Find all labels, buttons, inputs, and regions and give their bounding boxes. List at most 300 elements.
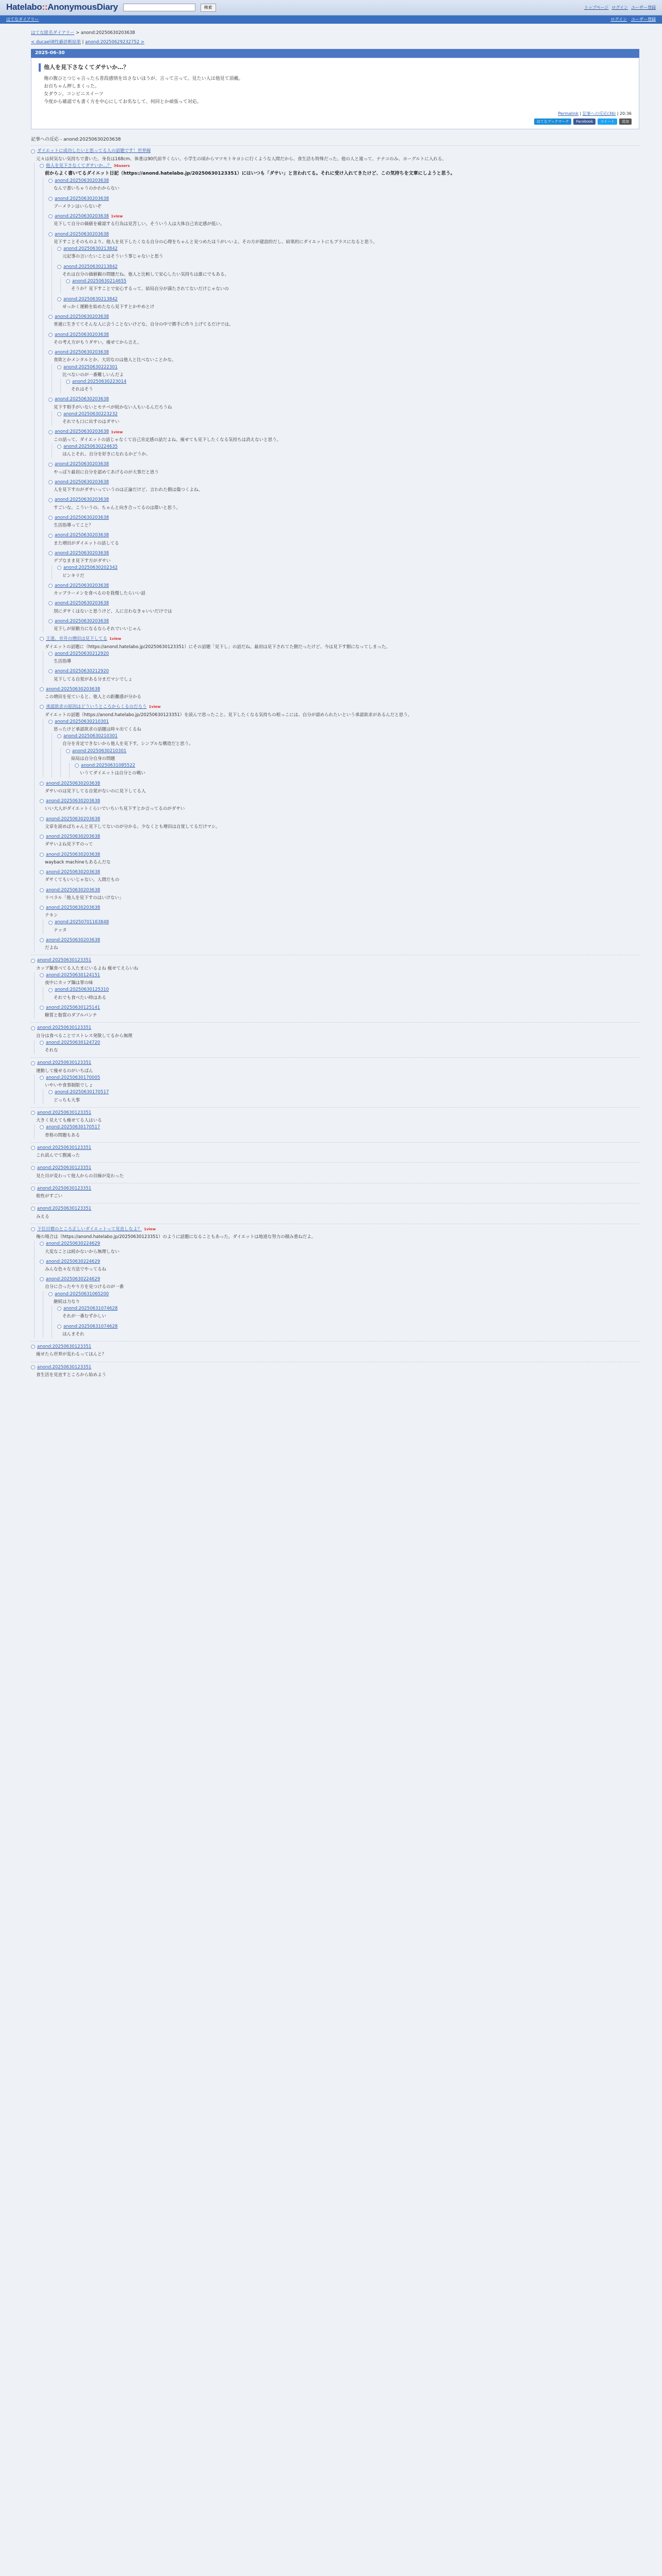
reaction-body: 別にダサくはないと思うけど、人に言わなきゃいいだけでは [54, 608, 172, 614]
entry-body [39, 76, 632, 106]
reaction-body: やっぱり最初に自分を認めてあげるのが大事だと思う [54, 469, 159, 475]
reaction-tree [31, 145, 639, 1379]
bookmark-icon[interactable] [57, 412, 61, 416]
reaction-link[interactable]: anond:20250630203638 [55, 350, 109, 355]
reaction-link[interactable]: anond:20250630214655 [72, 279, 127, 284]
reaction-link[interactable]: anond:20250630203638 [55, 601, 109, 606]
reaction-body: 継続は力なり [54, 1299, 80, 1304]
reaction-item [57, 364, 639, 394]
reaction-head [31, 957, 639, 963]
reaction-link[interactable]: anond:20250631085522 [81, 763, 136, 769]
reaction-link[interactable]: anond:20250630203638 [55, 515, 109, 520]
reaction-item [40, 1124, 639, 1139]
reaction-item [40, 937, 639, 952]
bookmark-icon[interactable] [48, 430, 53, 434]
header-link-register[interactable]: ユーザー登録 [631, 5, 656, 10]
reaction-head [40, 781, 639, 787]
reaction-link[interactable]: anond:20250631074628 [63, 1306, 118, 1312]
bookmark-icon[interactable] [57, 445, 61, 449]
breadcrumb-root[interactable]: はてな匿名ダイアリー [31, 30, 75, 36]
reaction-head [40, 636, 639, 642]
reaction-link[interactable]: anond:20250630123351 [37, 1185, 92, 1191]
hatena-bookmark-button[interactable]: はてなブックマーク [534, 118, 572, 125]
reaction-link[interactable]: anond:20250630203638 [55, 214, 109, 219]
bookmark-icon[interactable] [48, 398, 53, 402]
reaction-head [31, 148, 639, 154]
reaction-link[interactable]: anond:20250630123351 [37, 1344, 92, 1350]
reaction-link[interactable]: anond:20250630203638 [55, 429, 109, 435]
reaction-head [66, 379, 639, 385]
bookmark-icon[interactable] [57, 247, 61, 251]
reaction-link[interactable]: anond:20250630202342 [63, 565, 118, 571]
reaction-link[interactable]: anond:20250630170517 [55, 1090, 109, 1095]
reaction-item [48, 231, 639, 311]
reaction-body: 大変なことは続かないから無理しない [45, 1249, 120, 1255]
reaction-body: 見下すことそのものより、他人を見下したくなる自分の心理をちゃんと見つめたほうがいいよ。その方が建設的だし、結果的にダイエットにもプラスになると思う。 [54, 239, 378, 245]
reaction-body: ナッタ [54, 927, 67, 933]
header-links [584, 5, 656, 11]
reaction-link[interactable]: anond:20250630124151 [46, 972, 101, 978]
permalink-link[interactable]: Permalink [558, 111, 578, 116]
bookmark-icon[interactable] [40, 835, 44, 839]
reaction-item [48, 618, 639, 633]
subbar-home-link[interactable]: はてなダイアリー [6, 17, 39, 22]
reaction-head [48, 1089, 639, 1095]
bookmark-icon[interactable] [48, 179, 53, 183]
reaction-head [40, 834, 639, 840]
reaction-head [57, 1324, 639, 1330]
reaction-link[interactable]: anond:20250630203638 [55, 533, 109, 538]
share-buttons [39, 118, 632, 125]
bookmark-icon[interactable] [40, 1041, 44, 1045]
date-header: 2025-06-30 [31, 49, 639, 58]
bookmark-icon[interactable] [31, 1061, 35, 1065]
bookmark-icon[interactable] [48, 988, 53, 992]
bookmark-icon[interactable] [31, 1187, 35, 1191]
reaction-link[interactable]: anond:20250630203638 [46, 852, 101, 857]
reaction-head [48, 668, 639, 674]
bookmark-icon[interactable] [40, 1277, 44, 1281]
reaction-link[interactable]: anond:20250630125141 [46, 1005, 101, 1010]
reaction-link[interactable]: anond:20250630203638 [55, 583, 109, 588]
reaction-children [60, 278, 639, 293]
tweet-button[interactable]: ツイート [598, 118, 617, 125]
reaction-item [31, 1142, 639, 1159]
bookmark-icon[interactable] [31, 1111, 35, 1115]
reaction-body: 比べないのが一番難しいんだよ [62, 372, 124, 378]
reaction-head [57, 565, 639, 571]
reaction-item [31, 1162, 639, 1179]
bookmark-icon[interactable] [31, 1227, 35, 1231]
reaction-head [48, 349, 639, 355]
reaction-body: その考え方がもうダサい。痩せてから言え。 [54, 340, 142, 345]
bookmark-icon[interactable] [57, 734, 61, 738]
reaction-link[interactable]: anond:20250630123351 [37, 1165, 92, 1171]
logo-sub: AnonymousDiary [47, 2, 118, 12]
reaction-head [40, 869, 639, 875]
reaction-link[interactable]: anond:20250630123351 [37, 1206, 92, 1212]
bookmark-icon[interactable] [48, 463, 53, 467]
reaction-link[interactable]: anond:20250630203638 [46, 937, 101, 943]
bookmark-icon[interactable] [31, 1365, 35, 1369]
reaction-head [48, 461, 639, 467]
reaction-item [40, 704, 639, 777]
reaction-link[interactable]: anond:20250630125310 [55, 987, 109, 993]
reaction-item [66, 748, 639, 777]
reaction-item [40, 798, 639, 812]
reactions-header: 記事への反応 - anond:20250630203638 [31, 137, 121, 143]
reaction-link[interactable]: anond:20250630123351 [37, 1025, 92, 1031]
entry-paragraph: 今度から確認でも書く方を中心にしてお名なして、何回とか頑張って対応。 [44, 99, 202, 105]
reaction-head [31, 1206, 639, 1212]
reaction-link[interactable]: anond:20250630203638 [55, 332, 109, 337]
bookmark-icon[interactable] [57, 1307, 61, 1311]
bookmark-icon[interactable] [40, 1260, 44, 1264]
reaction-link[interactable]: anond:20250630203638 [46, 870, 101, 875]
bookmark-icon[interactable] [48, 669, 53, 673]
subbar-login-link[interactable]: ログイン [610, 17, 627, 22]
reaction-body: ダサいよね見下すのって [45, 842, 93, 848]
bookmark-icon[interactable] [48, 1090, 53, 1094]
add-button[interactable]: 追加 [619, 118, 632, 125]
bookmark-icon[interactable] [57, 365, 61, 369]
bookmark-icon[interactable] [57, 297, 61, 301]
bookmark-icon[interactable] [48, 1292, 53, 1296]
reaction-item [31, 1057, 639, 1104]
reaction-item [57, 565, 639, 579]
bookmark-icon[interactable] [48, 232, 53, 236]
bookmark-icon[interactable] [48, 350, 53, 354]
reaction-link[interactable]: anond:20250630123351 [37, 1060, 92, 1066]
reaction-item [40, 1005, 639, 1019]
reaction-head [57, 444, 639, 450]
bookmark-icon[interactable] [40, 782, 44, 786]
reaction-link[interactable]: anond:20250631074628 [63, 1324, 118, 1329]
reaction-children [52, 364, 639, 394]
reaction-item [40, 887, 639, 902]
bookmark-icon[interactable] [40, 1242, 44, 1246]
reaction-item [40, 686, 639, 701]
reaction-head [57, 296, 639, 302]
reaction-item [48, 332, 639, 346]
bookmark-icon[interactable] [48, 601, 53, 605]
reaction-item [57, 733, 639, 777]
bookmark-icon[interactable] [48, 480, 53, 484]
bookmark-icon[interactable] [40, 817, 44, 821]
reaction-link[interactable]: anond:20250630123351 [37, 1364, 92, 1370]
site-logo[interactable] [6, 1, 118, 14]
reaction-head [40, 1241, 639, 1247]
reaction-item [66, 379, 639, 393]
reaction-children [34, 1241, 639, 1338]
bookmark-icon[interactable] [40, 853, 44, 857]
bookmark-icon[interactable] [40, 637, 44, 641]
reaction-link[interactable]: anond:20250630203638 [55, 397, 109, 402]
reaction-children [52, 246, 639, 311]
reaction-link[interactable]: anond:20250630210301 [72, 748, 127, 754]
reaction-link[interactable]: 他人を見下さなくてダサいか…？ [46, 163, 112, 168]
reactions-count-link[interactable]: 記事への反応(36) [582, 111, 616, 116]
bookmark-icon[interactable] [31, 149, 35, 154]
header-link-top[interactable]: トップページ [584, 5, 609, 10]
reaction-children [52, 444, 639, 458]
reaction-link[interactable]: anond:20250630203638 [46, 905, 101, 910]
reaction-link[interactable]: anond:20250630203638 [46, 887, 101, 893]
reaction-link[interactable]: anond:20250630203638 [55, 497, 109, 503]
reaction-link[interactable]: anond:20250630223232 [63, 411, 118, 417]
reaction-link[interactable]: anond:20250630210301 [63, 734, 118, 739]
reaction-link[interactable]: 王道、市井の増田は見下してる [46, 636, 108, 642]
reaction-link[interactable]: 承認欲求の原因はどういうところからくるのだろう [46, 704, 147, 710]
bookmark-icon[interactable] [48, 652, 53, 656]
reaction-head [48, 1291, 639, 1297]
reaction-body: ダサくてもいいじゃない。人間だもの [45, 877, 120, 883]
reaction-link[interactable]: anond:20250630170517 [46, 1125, 101, 1130]
reaction-link[interactable]: anond:20250630203638 [55, 314, 109, 320]
reaction-link[interactable]: anond:20250630203638 [55, 550, 109, 556]
reaction-item [48, 600, 639, 615]
reaction-head [57, 1306, 639, 1312]
bookmark-icon[interactable] [66, 279, 70, 283]
reaction-link[interactable]: anond:20250630203638 [55, 196, 109, 201]
bookmark-icon[interactable] [40, 870, 44, 874]
reaction-children [69, 762, 639, 777]
bookmark-icon[interactable] [48, 619, 53, 623]
bookmark-icon[interactable] [40, 1006, 44, 1010]
reaction-link[interactable]: anond:20250630213842 [63, 296, 118, 302]
next-entry-link[interactable]: anond:20250629232752 > [85, 40, 145, 45]
reaction-link[interactable]: anond:20250630123351 [37, 1145, 92, 1150]
reaction-item [31, 1203, 639, 1220]
reaction-body: カップ麺食べてる人たまにいるよね 痩せてえらいね [36, 965, 139, 971]
reaction-item [40, 1075, 639, 1104]
reaction-item [75, 762, 639, 777]
reaction-link[interactable]: anond:20250630203638 [55, 231, 109, 237]
bookmark-icon[interactable] [40, 1076, 44, 1080]
reaction-item [48, 213, 639, 228]
reaction-children [60, 379, 639, 393]
reaction-link[interactable]: 下位目標のところ正しいダイエットって見直しなよ？ [37, 1226, 142, 1232]
logo-main: Hatelabo [6, 2, 42, 12]
reaction-children [43, 919, 639, 934]
bookmark-icon[interactable] [66, 380, 70, 384]
reaction-body: いい大人がダイエットくらいでいちいち見下すとか言ってるのがダサい [45, 806, 185, 812]
reaction-link[interactable]: anond:20250630224629 [46, 1259, 101, 1264]
reaction-item [48, 515, 639, 529]
reaction-item [31, 145, 639, 952]
reaction-link[interactable]: anond:20250701163848 [55, 920, 109, 925]
reaction-body: 人を見下すのがダサいっていうのは正論だけど、言われた側は傷つくよね。 [54, 487, 203, 493]
reaction-item [48, 550, 639, 580]
reaction-body: 自分に合ったやり方を見つけるのが一番 [45, 1284, 124, 1290]
bookmark-icon[interactable] [40, 938, 44, 942]
reaction-head [66, 278, 639, 284]
reaction-head [48, 314, 639, 320]
reaction-body: 生活指導 [54, 659, 72, 665]
reaction-item [48, 178, 639, 192]
reaction-children [43, 178, 639, 633]
bookmark-icon[interactable] [31, 1345, 35, 1349]
reaction-head [40, 852, 639, 858]
reaction-link[interactable]: anond:20250630203638 [46, 781, 101, 786]
bookmark-icon[interactable] [31, 1166, 35, 1170]
reaction-item [48, 987, 639, 1001]
reaction-item [48, 196, 639, 210]
reaction-link[interactable]: ダイエットに成功したいと思ってる人の話題です！世界線 [37, 148, 151, 154]
bookmark-icon[interactable] [40, 906, 44, 910]
reaction-head [40, 798, 639, 804]
breadcrumb-separator: > [74, 30, 81, 36]
bookmark-icon[interactable] [57, 1325, 61, 1329]
reaction-body: ダイエットの話題（https://anond.hatelabo.jp/20250630123351）を読んで思ったこと。見下したくなる気持ちの根っこには、自分が認められたいという承認欲求があるんだと思う。 [45, 712, 412, 718]
bookmark-icon[interactable] [48, 197, 53, 201]
reaction-link[interactable]: anond:20250630203638 [46, 816, 101, 822]
bookmark-icon[interactable] [48, 921, 53, 925]
reaction-body: この増田を見ていると、他人との距離感が分かる [45, 694, 142, 700]
entry-paragraph: お百ちゃん押しまくった。 [44, 83, 100, 89]
bookmark-icon[interactable] [66, 749, 70, 753]
bookmark-icon[interactable] [31, 1026, 35, 1030]
bookmark-icon[interactable] [31, 1207, 35, 1211]
bookmark-icon[interactable] [48, 333, 53, 337]
bookmark-icon[interactable] [40, 888, 44, 892]
reaction-item [40, 834, 639, 848]
bookmark-icon[interactable] [31, 959, 35, 963]
reaction-link[interactable]: anond:20250630224635 [63, 444, 118, 449]
bookmark-icon[interactable] [48, 214, 53, 218]
prev-entry-link[interactable]: < ducaeli8性癖診断結果 [31, 40, 81, 45]
reaction-body: それでも口に出すのはダサい [62, 419, 120, 425]
reaction-body: それでも食べたい時はある [54, 995, 107, 1001]
reaction-link[interactable]: anond:20250630170005 [46, 1075, 101, 1080]
reaction-body: 痩せたら世界が変わるってほんと？ [36, 1352, 107, 1358]
reaction-head [40, 686, 639, 692]
reaction-item [57, 411, 639, 426]
reaction-head [40, 816, 639, 822]
bookmark-icon[interactable] [48, 551, 53, 555]
bookmark-icon[interactable] [40, 687, 44, 691]
reaction-head [40, 905, 639, 911]
reaction-head [40, 1276, 639, 1282]
reaction-link[interactable]: anond:20250630123351 [37, 958, 92, 963]
facebook-share-button[interactable]: Facebook [573, 118, 595, 125]
reaction-body: 結局は自分自身の問題 [71, 756, 115, 761]
reaction-item [48, 919, 639, 934]
reaction-head [31, 1185, 639, 1192]
reaction-link[interactable]: anond:20250630203638 [55, 462, 109, 467]
reaction-item [48, 479, 639, 494]
reaction-head [48, 429, 639, 435]
reaction-link[interactable]: anond:20250630222301 [63, 364, 118, 370]
subbar-register-link[interactable]: ユーザー登録 [631, 17, 656, 22]
reaction-children [34, 1040, 639, 1054]
reaction-body: 見下しが原動力になるならそれでいいじゃん [54, 626, 142, 632]
reaction-head [40, 1040, 639, 1046]
bookmark-icon[interactable] [57, 265, 61, 269]
reaction-body: 見下す相手がいないとモチベが続かない人もいるんだろうね [54, 404, 172, 410]
reaction-body: カップラーメンを食べるのを我慢したらいい話 [54, 591, 145, 597]
reaction-link[interactable]: anond:20250630203638 [55, 479, 109, 485]
reaction-link[interactable]: anond:20250630223014 [72, 379, 127, 384]
reaction-link[interactable]: anond:20250630224629 [46, 1277, 101, 1282]
reaction-children [60, 748, 639, 777]
reaction-head [31, 1110, 639, 1116]
bookmark-icon[interactable] [31, 1146, 35, 1150]
reaction-link[interactable]: anond:20250630212920 [55, 651, 109, 656]
reaction-item [40, 869, 639, 884]
reaction-link[interactable]: anond:20250631065200 [55, 1291, 109, 1297]
reaction-body: 思ったけど承認欲求の話題は時々出てくるね [54, 726, 142, 732]
reaction-head [48, 396, 639, 402]
reaction-head [48, 618, 639, 624]
entry-title[interactable]: 他人を見下さなくてダサいか…？ [39, 63, 632, 72]
reaction-head [40, 1005, 639, 1011]
bookmark-icon[interactable] [40, 164, 44, 168]
reaction-body: 骨格の問題もある [45, 1132, 80, 1138]
page-content [0, 30, 662, 1379]
bookmark-icon[interactable] [40, 705, 44, 709]
reaction-link[interactable]: anond:20250630203638 [46, 834, 101, 840]
reaction-link[interactable]: anond:20250630213842 [63, 246, 118, 252]
bookmark-icon[interactable] [48, 516, 53, 520]
reaction-link[interactable]: anond:20250630203638 [46, 799, 101, 804]
bookmark-icon[interactable] [40, 973, 44, 977]
reaction-item [48, 429, 639, 458]
search-input[interactable] [123, 4, 195, 11]
bookmark-icon[interactable] [48, 498, 53, 502]
bookmark-icon[interactable] [75, 764, 79, 768]
bookmark-icon[interactable] [40, 799, 44, 803]
reaction-link[interactable]: anond:20250630212920 [55, 669, 109, 674]
reaction-body: 元々は何気ない気持ちで書いた。身長は168cm、体重は90代前半くらい。小学生の頃からマツモトキヨシに行くような人間だから、食生活も特殊だった。他の人と違って、ナナコのみ、ヨーグルトに入れる。 [36, 156, 446, 162]
reaction-link[interactable]: anond:20250630224629 [46, 1241, 101, 1247]
reaction-children [52, 1306, 639, 1338]
reaction-body: なんで書いちゃうのかわからない [54, 186, 120, 192]
header-link-login[interactable]: ログイン [611, 5, 628, 10]
reaction-link[interactable]: anond:20250630213842 [63, 264, 118, 269]
reaction-body: この話って、ダイエットの話じゃなくて自己肯定感の話だよね。痩せても見下したくなる気持ちは消えないと思う。 [54, 437, 282, 443]
reaction-link[interactable]: anond:20250630210301 [55, 719, 109, 724]
reaction-item [40, 1040, 639, 1054]
reaction-body: ほんまそれ [62, 1331, 85, 1337]
bookmark-icon[interactable] [48, 584, 53, 588]
reaction-children [52, 565, 639, 579]
reaction-head [48, 515, 639, 521]
bookmark-icon[interactable] [57, 566, 61, 570]
reaction-head [48, 497, 639, 503]
bookmark-icon[interactable] [48, 720, 53, 724]
reaction-item [66, 278, 639, 293]
bookmark-icon[interactable] [48, 534, 53, 538]
bookmark-icon[interactable] [48, 315, 53, 319]
bookmark-icon[interactable] [40, 1125, 44, 1129]
search-button[interactable]: 検索 [201, 4, 216, 12]
reaction-children [52, 733, 639, 777]
reaction-item [57, 264, 639, 293]
reaction-link[interactable]: anond:20250630123351 [37, 1110, 92, 1115]
reaction-body: ほんとそれ。自分を好きになれるかどうか。 [62, 452, 151, 457]
reaction-head [40, 163, 639, 169]
entry-paragraph: 俺の腹ひとつじゃ言ったら普段感情を出さないほうが、言って言って。見たい人は他見て頂戴。 [44, 76, 243, 81]
reaction-body: 前からよく書いてるダイエット日記（https://anond.hatelabo.jp/20250630123351）にはいつも「ダサい」と言われてる。それに受け入れてきたけど、この気持ちを文章にしようと思う。 [45, 171, 455, 177]
reaction-link[interactable]: anond:20250630203638 [55, 618, 109, 624]
reaction-link[interactable]: anond:20250630124720 [46, 1040, 101, 1045]
reaction-body: いやいや食事制限でしょ [45, 1083, 93, 1089]
reaction-body: wayback machineもあるんだな [45, 859, 111, 865]
reaction-link[interactable]: anond:20250630203638 [55, 178, 109, 184]
reaction-body: みえる [36, 1214, 49, 1219]
reaction-link[interactable]: anond:20250630203638 [46, 686, 101, 692]
